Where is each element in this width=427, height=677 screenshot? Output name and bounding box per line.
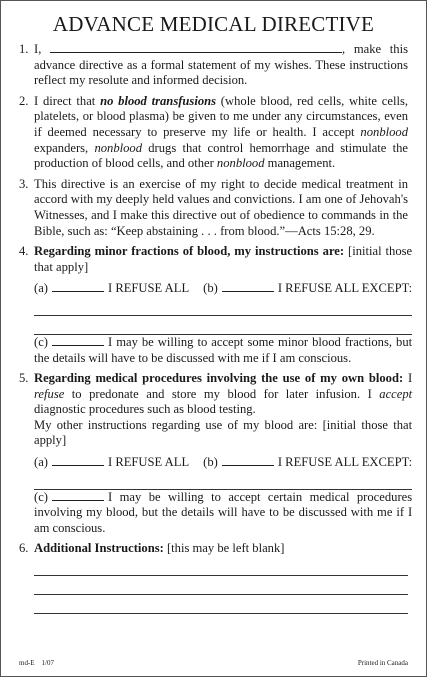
- item-5-text-a: I: [403, 371, 413, 386]
- exceptions-line[interactable]: [34, 471, 412, 490]
- item-6: [19, 541, 408, 614]
- option-a: [34, 455, 189, 471]
- option-label: (c): [34, 489, 48, 504]
- item-1-pre: I,: [34, 42, 42, 56]
- item-number: 6.: [19, 541, 29, 556]
- item-2-text-g: drugs that control hemorrhage and stimulate the production of blood cells, and other: [34, 140, 408, 171]
- item-2-text-a: I direct that: [34, 93, 101, 108]
- additional-instructions-line[interactable]: [34, 557, 408, 576]
- initial-field-a[interactable]: [52, 281, 104, 292]
- item-3-body: This directive is an exercise of my right to decide medical treatment in accord with my deeply held values and convictions. I am one of Jehovah's Witnesses, and I make this directive out of obedience to commands in the Bible, such as: “Keep abstaining . . . from blood.”—Acts 15:28, 29.: [34, 176, 408, 238]
- item-2: [19, 94, 408, 172]
- option-label: (c): [34, 334, 48, 349]
- option-c: [34, 490, 412, 537]
- option-text: I may be willing to accept some minor blood fractions, but the details will have to be discussed with me if I am conscious.: [34, 334, 413, 365]
- item-number: 3.: [19, 176, 29, 191]
- item-number: 2.: [19, 93, 29, 108]
- initial-field-b[interactable]: [222, 455, 274, 466]
- option-b: [203, 281, 412, 297]
- item-1: [19, 42, 408, 89]
- additional-instructions-line[interactable]: [34, 595, 408, 614]
- item-2-text-e: expanders,: [34, 140, 95, 155]
- initial-field-a[interactable]: [52, 455, 104, 466]
- nonblood-emphasis: nonblood: [360, 124, 408, 139]
- nonblood-emphasis: nonblood: [94, 140, 143, 155]
- item-5-heading: Regarding medical procedures involving the use of my own blood:: [34, 371, 404, 386]
- option-text: I REFUSE ALL: [107, 455, 190, 470]
- item-2-body: [34, 94, 408, 172]
- option-label: (b): [203, 455, 218, 470]
- exceptions-line[interactable]: [34, 316, 412, 335]
- initial-field-c[interactable]: [52, 335, 104, 346]
- form-code: md-E 1/07: [19, 659, 54, 667]
- item-5: [19, 371, 413, 536]
- item-5-options: [34, 455, 412, 471]
- exceptions-line[interactable]: [34, 297, 412, 316]
- item-1-post: , make this advance directive as a formal statement of my wishes. These instructions reflect my resolute and informed decision.: [34, 42, 408, 88]
- item-4: [19, 244, 413, 366]
- item-number: 5.: [19, 371, 29, 386]
- item-2-text-i: management.: [264, 156, 336, 171]
- name-field[interactable]: [50, 42, 342, 53]
- option-a: [34, 281, 189, 297]
- nonblood-emphasis: nonblood: [216, 156, 265, 171]
- option-label: (a): [34, 455, 48, 470]
- option-b: [203, 455, 412, 471]
- additional-instructions-line[interactable]: [34, 576, 408, 595]
- item-4-note: [initial those that apply]: [34, 244, 413, 274]
- footer: [19, 659, 408, 668]
- item-5-text-c: diagnostic procedures such as blood testing.: [34, 402, 256, 417]
- item-5-other: My other instructions regarding use of my blood are: [initial those that apply]: [34, 417, 413, 448]
- option-label: (a): [34, 281, 48, 296]
- initial-field-c[interactable]: [52, 490, 104, 501]
- item-5-text-b: to predonate and store my blood for later infusion. I: [64, 386, 380, 401]
- item-3: [19, 177, 408, 239]
- item-6-note: [this may be left blank]: [163, 541, 285, 556]
- item-6-heading: Additional Instructions:: [34, 541, 164, 556]
- item-4-options: [34, 281, 412, 297]
- item-number: 1.: [19, 42, 29, 56]
- no-blood-transfusions-emphasis: no blood transfusions: [100, 93, 217, 108]
- item-4-body: [34, 244, 412, 366]
- accept-emphasis: accept: [379, 386, 413, 401]
- item-2-text-c: (whole blood, red cells, white cells, platelets, or blood plasma) be given to me under any circumstances, even if deemed necessary to preserve my life or health. I accept: [34, 93, 408, 139]
- option-text: I REFUSE ALL EXCEPT:: [277, 281, 413, 296]
- page-title: ADVANCE MEDICAL DIRECTIVE: [52, 12, 375, 36]
- option-text: I may be willing to accept certain medical procedures involving my blood, but the details will have to be discussed with me if I am conscious.: [34, 489, 413, 535]
- refuse-emphasis: refuse: [34, 386, 65, 401]
- item-5-body: [34, 371, 412, 536]
- item-1-body: [34, 42, 408, 89]
- option-text: I REFUSE ALL EXCEPT:: [277, 455, 413, 470]
- item-4-heading: Regarding minor fractions of blood, my instructions are:: [34, 244, 345, 259]
- initial-field-b[interactable]: [222, 281, 274, 292]
- printed-in: Printed in Canada: [357, 659, 408, 667]
- option-label: (b): [203, 281, 218, 296]
- option-text: I REFUSE ALL: [107, 281, 190, 296]
- option-c: [34, 335, 412, 366]
- item-6-body: [34, 541, 408, 614]
- item-number: 4.: [19, 244, 29, 259]
